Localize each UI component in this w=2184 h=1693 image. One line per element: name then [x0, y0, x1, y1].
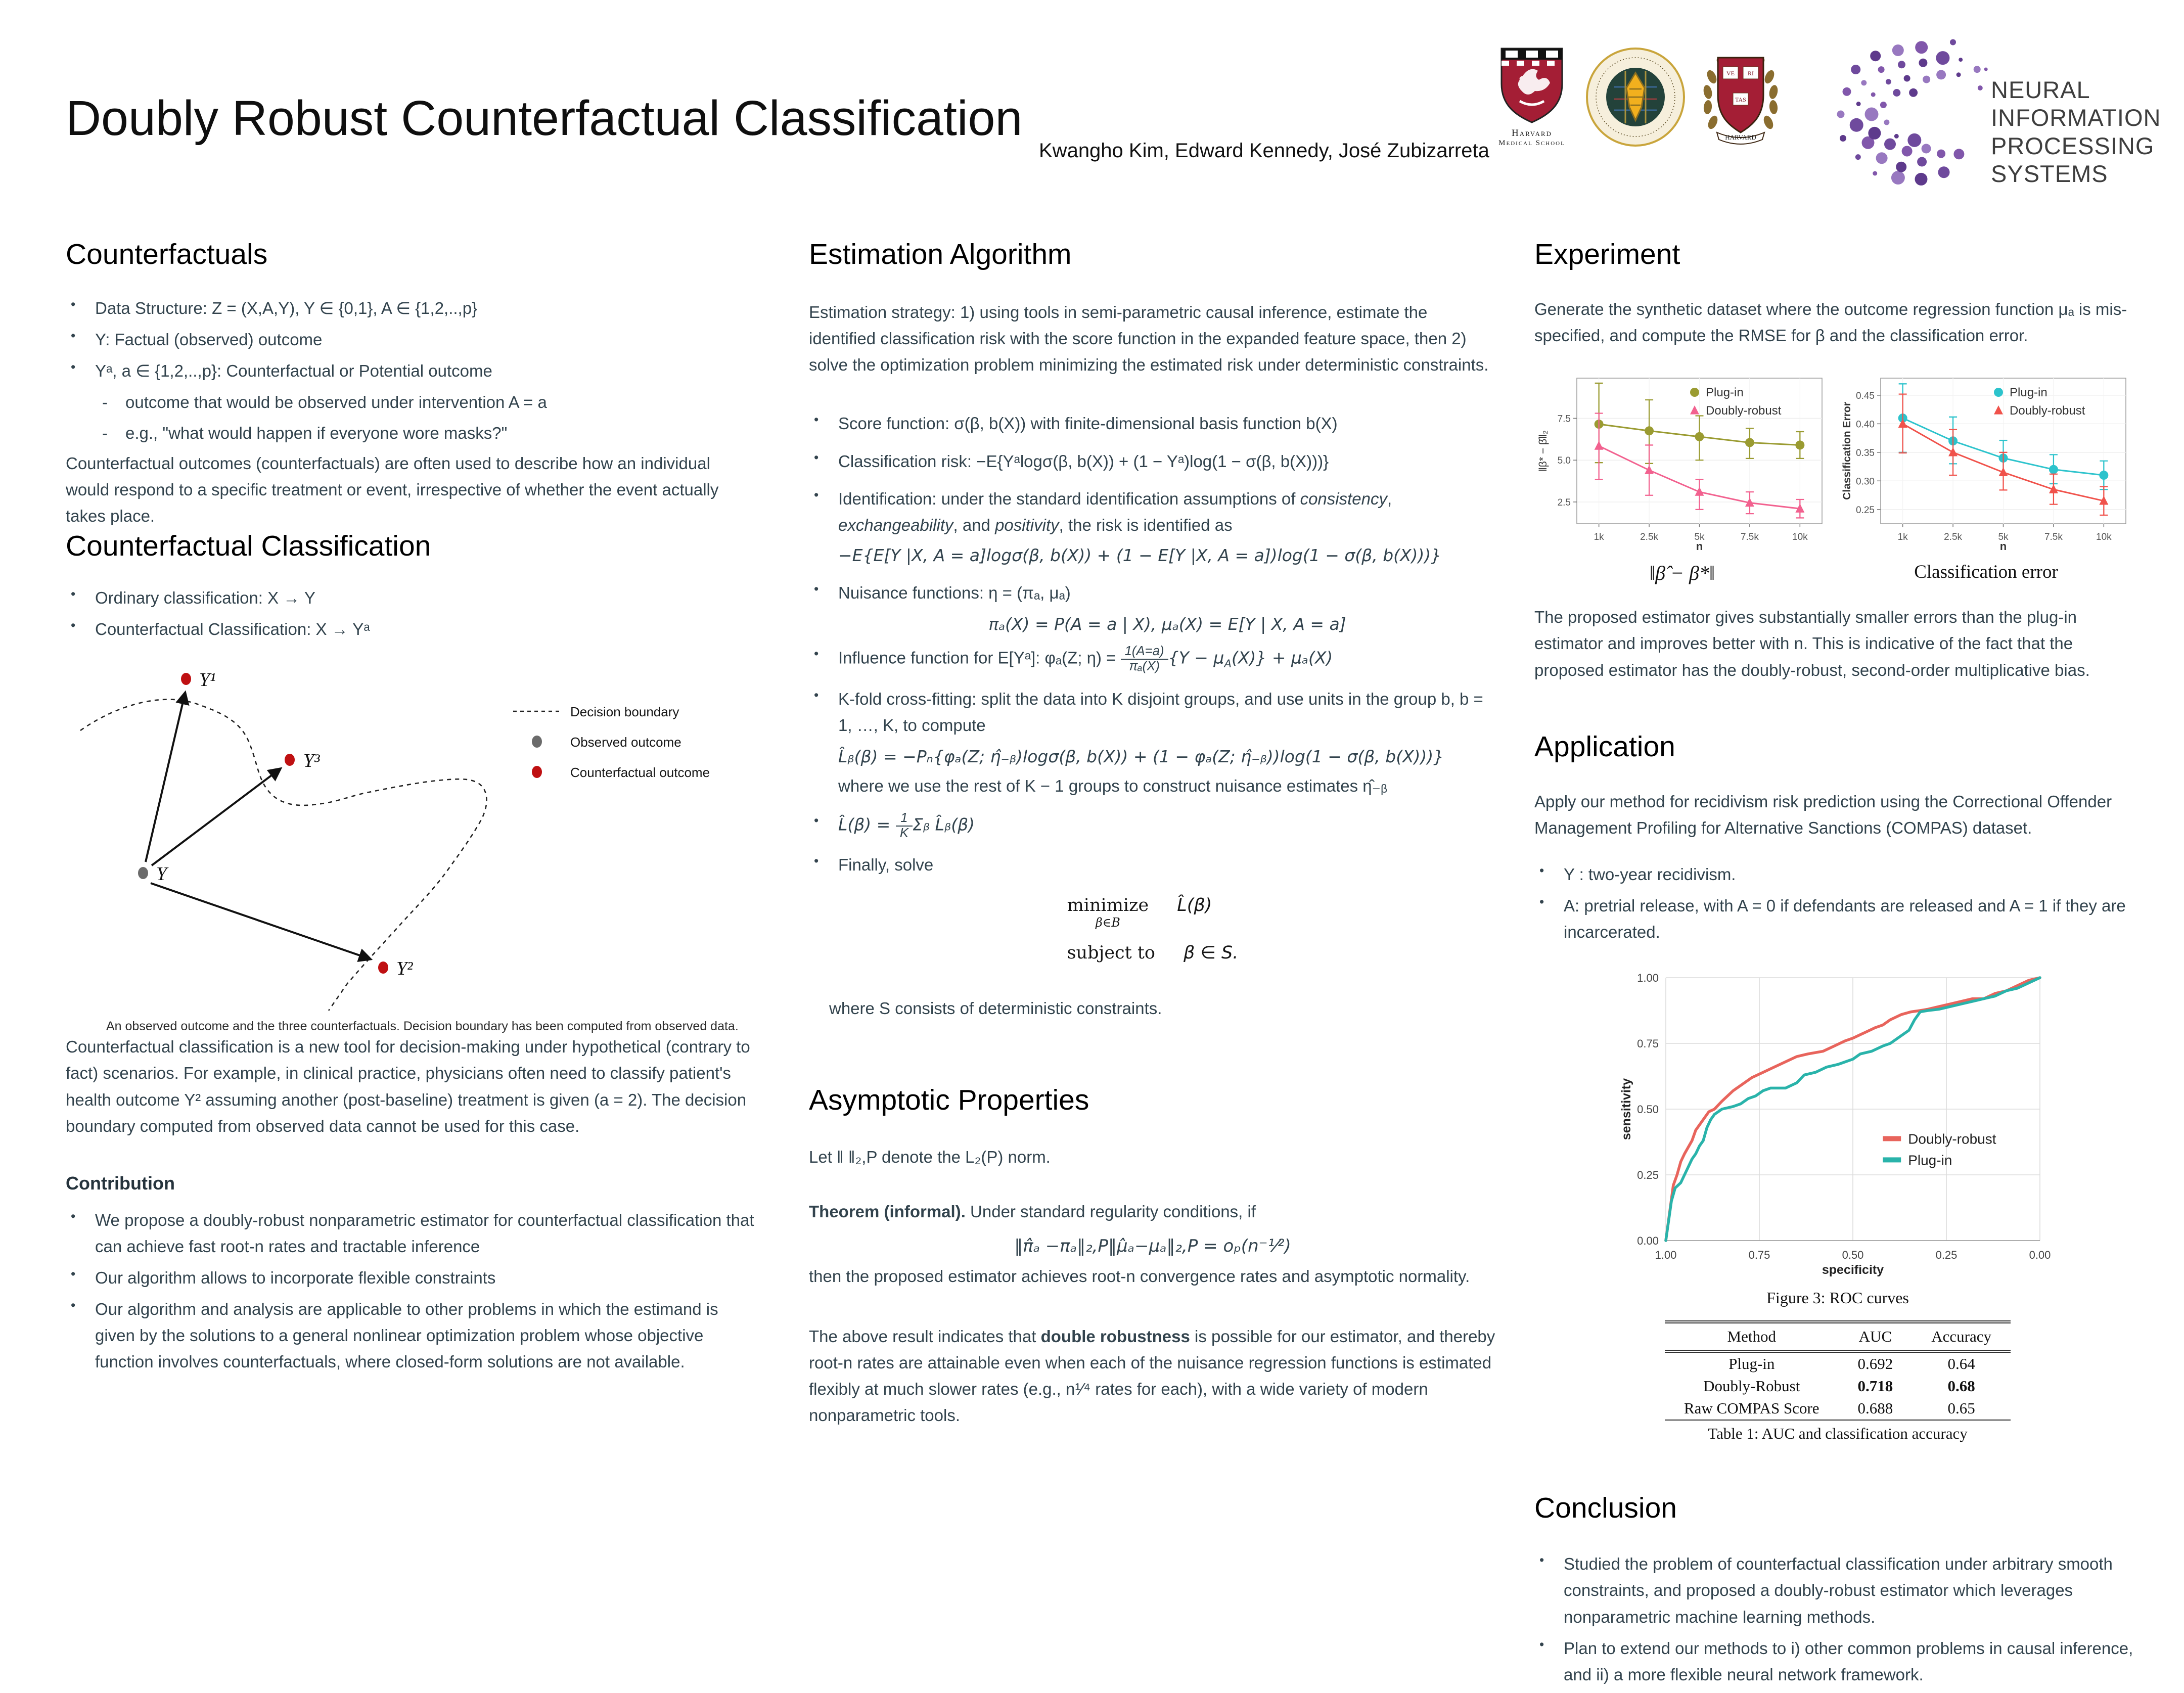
svg-text:5.0: 5.0: [1557, 455, 1571, 467]
legend-observed-dot-icon: [532, 736, 542, 748]
table-header: Accuracy: [1912, 1322, 2011, 1351]
classification-error-chart: [1838, 371, 2134, 553]
conclusion-heading: Conclusion: [1534, 1492, 1677, 1525]
text: , and: [953, 515, 995, 534]
application-intro: Apply our method for recidivism risk prediction using the Correctional Offender Management Profiling for Alternative Sanctions (COMPAS) dataset.: [1534, 792, 2112, 837]
table-header: AUC: [1839, 1322, 1913, 1351]
list-item-sub: - outcome that would be observed under intervention A = a: [66, 389, 758, 416]
svg-text:5k: 5k: [1694, 532, 1705, 543]
svg-text:2.5k: 2.5k: [1640, 532, 1659, 543]
svg-text:0.40: 0.40: [1856, 419, 1875, 430]
lhat-formula: Σᵦ L̂ᵦ(β): [913, 814, 975, 835]
table-cell: 0.68: [1947, 1377, 1975, 1395]
table-header: Method: [1665, 1322, 1839, 1351]
harvard-med-shield-icon: [1486, 44, 1577, 125]
optimization-block: [1067, 895, 1239, 963]
point-label: Y²: [396, 958, 413, 980]
arrow-to-y1: [146, 693, 185, 862]
svg-text:0.00: 0.00: [2029, 1249, 2051, 1262]
svg-text:1k: 1k: [1897, 532, 1908, 543]
page-title: Doubly Robust Counterfactual Classification: [66, 90, 1023, 146]
list-item-lhat: [809, 811, 1496, 841]
svg-text:sensitivity: sensitivity: [1619, 1078, 1633, 1140]
cmu-seal-icon: [1585, 47, 1686, 148]
list-item: • A: pretrial release, with A = 0 if defendants are released and A = 1 if they are incarcerated.: [1534, 893, 2141, 945]
figure-caption: Figure 3: ROC curves: [1766, 1289, 1909, 1307]
table-cell: 0.688: [1857, 1399, 1893, 1417]
neurips-wordmark-line2: PROCESSING SYSTEMS: [1991, 132, 2155, 188]
counterfactual-point-y3: [285, 754, 295, 766]
objective: L̂(β): [1177, 895, 1212, 916]
svg-text:0.00: 0.00: [1637, 1234, 1659, 1248]
svg-text:0.50: 0.50: [1637, 1103, 1659, 1116]
authors: Kwangho Kim, Edward Kennedy, José Zubizarreta: [1039, 140, 1489, 162]
counterfactual-point-y1: [181, 673, 191, 685]
chart-captions: [1534, 561, 2141, 585]
list-item-influence: [809, 645, 1496, 674]
counterfactual-point-y2: [378, 962, 388, 974]
list-item: • Y: Factual (observed) outcome: [66, 327, 758, 353]
list-item-sub: - e.g., "what would happen if everyone wore masks?": [66, 420, 758, 446]
svg-text:Plug-in: Plug-in: [1908, 1152, 1952, 1168]
svg-text:0.25: 0.25: [1935, 1249, 1958, 1262]
classification-list: [66, 585, 758, 643]
identification-formula: −E{E[Y |X, A = a]logσ(β, b(X)) + (1 − E[Y |X, A = a])log(1 − σ(β, b(X)))}: [838, 545, 1442, 565]
svg-text:Plug-in: Plug-in: [2010, 386, 2048, 400]
application-heading: Application: [1534, 730, 1675, 763]
svg-text:Doubly-robust: Doubly-robust: [1908, 1131, 1996, 1147]
svg-text:Classification Error: Classification Error: [1841, 402, 1853, 500]
svg-text:0.25: 0.25: [1637, 1169, 1659, 1182]
subject-to-label: subject to: [1067, 943, 1155, 963]
counterfactuals-heading: Counterfactuals: [66, 238, 268, 270]
svg-text:specificity: specificity: [1822, 1263, 1884, 1277]
counterfactuals-list: [66, 295, 758, 446]
decision-boundary-curve: [80, 700, 487, 1011]
svg-text:1k: 1k: [1594, 532, 1604, 543]
double-robustness-paragraph: [809, 1323, 1496, 1429]
kfold-formula: L̂ᵦ(β) = −Pₙ{φₐ(Z; η̂₋ᵦ)logσ(β, b(X)) + (1 − φₐ(Z; η̂₋ᵦ))log(1 − σ(β, b(X)))}: [838, 747, 1444, 767]
list-item: • We propose a doubly-robust nonparametric estimator for counterfactual classification that can achieve fast root-n rates and tractable inference: [66, 1207, 758, 1260]
experiment-note: The proposed estimator gives substantially smaller errors than the plug-in estimator and improves better with n. This is indicative of the fact that the proposed estimator has the doubly-robust, second-order multiplicative bias.: [1534, 608, 2090, 679]
neurips-wordmark: [1991, 76, 2184, 188]
diagram-legend: [513, 704, 710, 780]
italic-term: exchangeability: [838, 515, 953, 534]
table-caption: Table 1: AUC and classification accuracy: [1708, 1425, 1968, 1443]
legend-label: Counterfactual outcome: [570, 765, 710, 781]
harvard-med-label-2: Medical School: [1498, 139, 1565, 147]
counterfactual-diagram: [66, 661, 733, 1015]
experiment-charts: [1534, 371, 2141, 553]
svg-text:2.5: 2.5: [1557, 497, 1571, 509]
svg-text:HARVARD: HARVARD: [1725, 133, 1756, 141]
svg-text:5k: 5k: [1998, 532, 2009, 543]
estimation-list: [809, 410, 1496, 878]
legend-label: Decision boundary: [570, 704, 679, 720]
roc-chart: [1615, 968, 2060, 1281]
theorem-text: Under standard regularity conditions, if: [965, 1202, 1256, 1221]
svg-text:RI: RI: [1748, 70, 1754, 77]
italic-term: positivity: [995, 515, 1059, 534]
svg-text:TAS: TAS: [1735, 96, 1746, 103]
svg-text:0.35: 0.35: [1856, 448, 1875, 459]
list-item: • Counterfactual Classification: X → Yᵃ: [66, 616, 758, 643]
list-item: • Yᵃ, a ∈ {1,2,..,p}: Counterfactual or Potential outcome: [66, 358, 758, 384]
table-cell: 0.65: [1947, 1399, 1975, 1417]
table-cell: Doubly-Robust: [1703, 1377, 1800, 1395]
svg-text:7.5k: 7.5k: [1740, 532, 1759, 543]
list-item-nuisance: [809, 580, 1496, 637]
svg-text:n: n: [1696, 540, 1703, 553]
table-row: [1665, 1351, 2011, 1375]
fraction-numerator: 1(A=a): [1121, 645, 1168, 660]
nuisance-text: Nuisance functions: η = (πₐ, μₐ): [838, 583, 1071, 602]
table-cell: 0.718: [1857, 1377, 1893, 1395]
svg-text:1.00: 1.00: [1637, 972, 1659, 985]
point-label: Y: [156, 863, 167, 885]
svg-text:Plug-in: Plug-in: [1706, 386, 1744, 400]
list-item: • Our algorithm allows to incorporate flexible constraints: [66, 1265, 758, 1291]
harvard-med-label-1: Harvard: [1512, 128, 1552, 139]
theorem-label: Theorem (informal).: [809, 1202, 966, 1221]
conclusion-list: [1534, 1551, 2141, 1688]
table-row: [1665, 1397, 2011, 1420]
legend-counterfactual-dot-icon: [532, 766, 542, 778]
subscript: A: [1224, 658, 1232, 671]
influence-formula: {Y − μ: [1168, 648, 1224, 668]
harvard-seal-icon: [1693, 47, 1789, 148]
influence-text: Influence function for E[Yᵃ]: φₐ(Z; η) =: [838, 648, 1121, 667]
svg-text:0.30: 0.30: [1856, 476, 1875, 487]
svg-text:10k: 10k: [2096, 532, 2112, 543]
svg-text:7.5k: 7.5k: [2044, 532, 2063, 543]
table-cell: 0.692: [1857, 1355, 1893, 1373]
minimize-stack: [1067, 895, 1149, 930]
svg-text:10k: 10k: [1792, 532, 1808, 543]
text: The above result indicates that: [809, 1326, 1041, 1346]
fraction-denominator: K: [899, 826, 908, 841]
table-cell: 0.64: [1947, 1355, 1975, 1373]
application-list: [1534, 861, 2141, 945]
italic-term: consistency: [1300, 489, 1387, 508]
list-item: • Y : two-year recidivism.: [1534, 861, 2141, 888]
text: ,: [1387, 489, 1392, 508]
harvard-medical-logo: [1486, 44, 1577, 148]
theorem-line: [809, 1199, 1496, 1225]
rate-formula: ‖π̂ₐ −πₐ‖₂,P‖μ̂ₐ−μₐ‖₂,P = oₚ(n⁻¹⁄²): [1014, 1236, 1291, 1257]
contribution-heading: Contribution: [66, 1172, 175, 1194]
estimation-heading: Estimation Algorithm: [809, 238, 1072, 270]
lhat-formula: L̂(β) =: [838, 814, 896, 835]
influence-fraction: [1121, 645, 1168, 674]
minimize-label: minimize: [1067, 895, 1149, 916]
fraction-denominator: πₐ(X): [1129, 659, 1160, 674]
counterfactuals-paragraph: Counterfactual outcomes (counterfactuals) are often used to describe how an individual would respond to a specific treatment or event, irrespective of whether the event actually takes place.: [66, 453, 719, 525]
influence-formula: (X)} + μₐ(X): [1232, 648, 1333, 668]
svg-text:Doubly-robust: Doubly-robust: [2010, 404, 2085, 418]
text: , the risk is identified as: [1059, 515, 1233, 534]
list-item: • Score function: σ(β, b(X)) with finite-dimensional basis function b(X): [809, 410, 1496, 437]
text: is possible for our estimator, and thereby root-n rates are attainable even when each of the nuisance regression functions is estimated flexibly at much slower rates (e.g., n¹⁄⁴ rates for each), with a wide variety of modern nonparametric tools.: [809, 1326, 1495, 1425]
point-label: Y³: [303, 750, 320, 772]
diagram-caption: An observed outcome and the three counterfactuals. Decision boundary has been computed from observed data.: [106, 1019, 739, 1034]
lhat-fraction: [896, 811, 913, 841]
constraint: β ∈ S.: [1183, 943, 1239, 963]
svg-text:‖β* − β̂‖₂: ‖β* − β̂‖₂: [1537, 430, 1549, 472]
legend-label: Observed outcome: [570, 735, 681, 750]
column-left: [66, 238, 758, 1381]
minimize-subscript: β∈B: [1095, 916, 1120, 930]
bold-term: double robustness: [1040, 1326, 1190, 1346]
table-header-row: [1665, 1322, 2011, 1351]
roc-figure: [1534, 968, 2141, 1307]
list-item: • Our algorithm and analysis are applicable to other problems in which the estimand is given by the solutions to a general nonlinear optimization problem whose objective function involves counterfactuals, where closed-form solutions are not available.: [66, 1296, 758, 1375]
experiment-intro: Generate the synthetic dataset where the outcome regression function μₐ is mis-specified, and compute the RMSE for β and the classification error.: [1534, 300, 2127, 345]
list-item: • Studied the problem of counterfactual classification under arbitrary smooth constraints, and proposed a doubly-robust estimator which leverages nonparametric machine learning methods.: [1534, 1551, 2141, 1630]
estimation-strategy: Estimation strategy: 1) using tools in semi-parametric causal inference, estimate the identified classification risk with the score function in the expanded feature space, then 2) solve the optimization problem minimizing the estimated risk under deterministic constraints.: [809, 303, 1489, 375]
list-item-kfold: [809, 686, 1496, 800]
error-chart-caption: Classification error: [1914, 562, 2058, 583]
list-item-identification: [809, 486, 1496, 569]
then-text: then the proposed estimator achieves root-n convergence rates and asymptotic normality.: [809, 1267, 1470, 1286]
rmse-chart: [1534, 371, 1830, 553]
observed-point-y: [138, 867, 148, 879]
arrow-to-y2: [151, 883, 370, 959]
svg-text:Doubly-robust: Doubly-robust: [1706, 404, 1782, 418]
svg-text:n: n: [1999, 540, 2007, 553]
svg-text:1.00: 1.00: [1655, 1249, 1677, 1262]
auc-table: [1665, 1320, 2011, 1421]
classification-paragraph: Counterfactual classification is a new tool for decision-making under hypothetical (contrary to fact) scenarios. For example, in clinical practice, physicians often need to classify patient's health outcome Y² assuming another (post-baseline) treatment is given (a = 2). The decision boundary computed from observed data cannot be used for this case.: [66, 1037, 750, 1135]
fraction-numerator: 1: [896, 811, 913, 827]
where-s-note: where S consists of deterministic constraints.: [829, 999, 1162, 1018]
identification-text: Identification: under the standard identification assumptions of: [838, 489, 1300, 508]
table-row: [1665, 1375, 2011, 1397]
norm-line: Let ‖ ‖₂,P denote the L₂(P) norm.: [809, 1148, 1051, 1167]
rmse-chart-caption: ‖β̂ − β*‖: [1649, 562, 1715, 585]
neurips-wordmark-line1: NEURAL INFORMATION: [1991, 76, 2161, 131]
svg-text:0.50: 0.50: [1842, 1249, 1864, 1262]
list-item: • Data Structure: Z = (X,A,Y), Y ∈ {0,1}, A ∈ {1,2,..,p}: [66, 295, 758, 322]
svg-text:0.75: 0.75: [1748, 1249, 1770, 1262]
neurips-logo-icon: [1823, 29, 1990, 196]
list-item: • Ordinary classification: X → Y: [66, 585, 758, 611]
svg-text:VE: VE: [1726, 70, 1735, 77]
list-item: • Finally, solve: [809, 852, 1496, 878]
svg-text:0.75: 0.75: [1637, 1037, 1659, 1050]
table-cell: Plug-in: [1728, 1355, 1775, 1373]
kfold-note: where we use the rest of K − 1 groups to construct nuisance estimates η̂₋ᵦ: [838, 776, 1387, 796]
arrow-to-y3: [152, 769, 280, 865]
experiment-heading: Experiment: [1534, 238, 1680, 270]
list-item: • Classification risk: −E{Yᵃlogσ(β, b(X)) + (1 − Yᵃ)log(1 − σ(β, b(X)))}: [809, 448, 1496, 475]
contribution-list: [66, 1207, 758, 1376]
svg-text:7.5: 7.5: [1557, 414, 1571, 425]
column-middle: [809, 238, 1496, 1429]
classification-heading: Counterfactual Classification: [66, 530, 431, 562]
svg-text:2.5k: 2.5k: [1944, 532, 1963, 543]
point-label: Y¹: [199, 669, 216, 691]
table-cell: Raw COMPAS Score: [1684, 1399, 1819, 1417]
nuisance-formula: πₐ(X) = P(A = a | X), μₐ(X) = E[Y | X, A = a]: [988, 614, 1346, 634]
asymptotic-heading: Asymptotic Properties: [809, 1084, 1089, 1117]
list-item: • Plan to extend our methods to i) other common problems in causal inference, and ii) a more flexible neural network framework.: [1534, 1635, 2141, 1688]
kfold-text: K-fold cross-fitting: split the data into K disjoint groups, and use units in the group b, b = 1, …, K, to compute: [838, 689, 1483, 735]
svg-text:0.25: 0.25: [1856, 505, 1875, 516]
svg-text:0.45: 0.45: [1856, 391, 1875, 402]
column-right: [1534, 238, 2141, 1693]
